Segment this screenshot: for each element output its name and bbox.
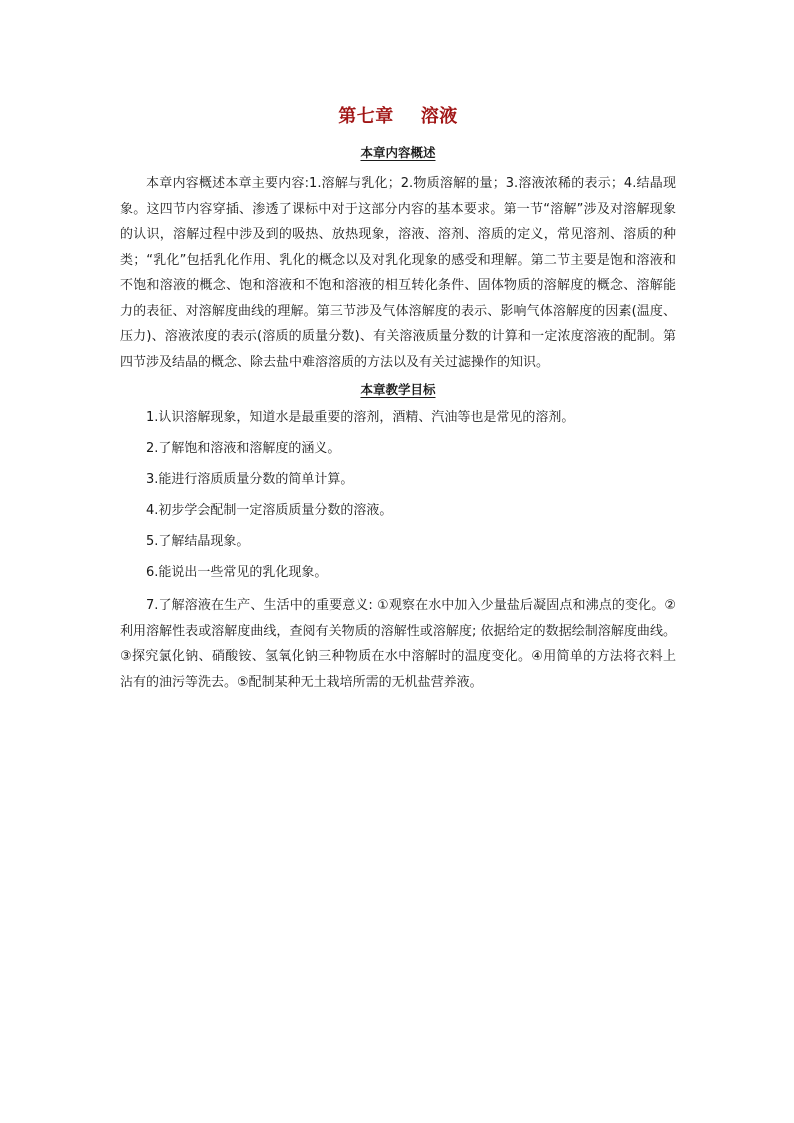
overview-paragraph: 本章内容概述本章主要内容:1.溶解与乳化；2.物质溶解的量；3.溶液浓稀的表示；4.结晶现象。这四节内容穿插、渗透了课标中对于这部分内容的基本要求。第一节“溶解”涉及对溶解现象的认识，溶解过程中涉及到的吸热、放热现象，溶液、溶剂、溶质的定义，常见溶剂、溶质的种类；“乳化”包括乳化作用、乳化的概念以及对乳化现象的感受和理解。第二节主要是饱和溶液和不饱和溶液的概念、饱和溶液和不饱和溶液的相互转化条件、固体物质的溶解度的概念、溶解能力的表征、对溶解度曲线的理解。第三节涉及气体溶解度的表示、影响气体溶解度的因素(温度、压力)、溶液浓度的表示(溶质的质量分数)、有关溶液质量分数的计算和一定浓度溶液的配制。第四节涉及结晶的概念、除去盐中难溶溶质的方法以及有关过滤操作的知识。 [120, 176, 676, 370]
goals-list [120, 402, 676, 695]
goal-item-6: 6.能说出一些常见的乳化现象。 [146, 565, 328, 580]
goal-item-5: 5.了解结晶现象。 [146, 534, 250, 549]
goal-item-7: 7.了解溶液在生产、生活中的重要意义: ①观察在水中加入少量盐后凝固点和沸点的变化。②利用溶解性表或溶解度曲线，查阅有关物质的溶解性或溶解度; 依据给定的数据绘制溶解度曲线。③探究氯化钠、硝酸铵、氢氧化钠三种物质在水中溶解时的温度变化。④用简单的方法将衣料上沾有的油污等洗去。⑤配制某种无土栽培所需的无机盐营养液。 [120, 598, 676, 690]
goal-item-2: 2.了解饱和溶液和溶解度的涵义。 [146, 441, 341, 456]
document-body [120, 104, 676, 695]
goal-item-4: 4.初步学会配制一定溶质质量分数的溶液。 [146, 503, 393, 518]
goal-item-1: 1.认识溶解现象，知道水是最重要的溶剂，酒精、汽油等也是常见的溶剂。 [146, 410, 575, 425]
overview-heading-text: 本章内容概述 [360, 145, 436, 160]
chapter-title: 第七章 溶液 [338, 106, 458, 127]
overview-heading [120, 144, 676, 162]
goals-heading [120, 381, 676, 399]
goal-item-3: 3.能进行溶质质量分数的简单计算。 [146, 472, 354, 487]
goals-heading-text: 本章教学目标 [360, 382, 436, 397]
